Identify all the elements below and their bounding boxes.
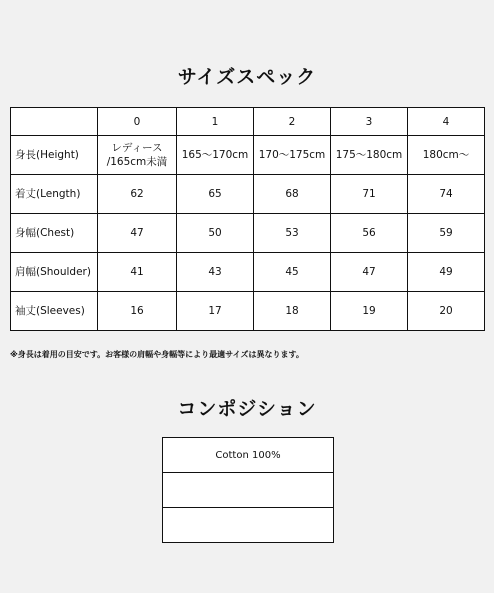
table-cell: 53 <box>254 214 331 253</box>
table-cell: 16 <box>98 292 177 331</box>
table-cell: 47 <box>331 253 408 292</box>
table-cell: 50 <box>177 214 254 253</box>
table-cell: 17 <box>177 292 254 331</box>
table-row <box>11 292 485 331</box>
table-cell: 19 <box>331 292 408 331</box>
table-cell: 59 <box>408 214 485 253</box>
header-cell: 4 <box>408 108 485 136</box>
size-spec-table <box>10 107 485 331</box>
table-row <box>11 175 485 214</box>
table-cell: 18 <box>254 292 331 331</box>
table-cell: 175〜180cm <box>331 136 408 175</box>
table-cell: 170〜175cm <box>254 136 331 175</box>
table-cell: レディース /165cm未満 <box>98 136 177 175</box>
composition-cell <box>163 508 334 543</box>
header-cell: 0 <box>98 108 177 136</box>
composition-cell <box>163 473 334 508</box>
table-cell: 180cm〜 <box>408 136 485 175</box>
table-cell: 49 <box>408 253 485 292</box>
composition-title: コンポジション <box>177 398 317 420</box>
table-cell: 20 <box>408 292 485 331</box>
header-cell: 1 <box>177 108 254 136</box>
row-label: 身長(Height) <box>11 136 98 175</box>
row-label: 袖丈(Sleeves) <box>11 292 98 331</box>
composition-table <box>162 437 334 543</box>
header-cell <box>11 108 98 136</box>
table-row <box>11 136 485 175</box>
table-cell: 68 <box>254 175 331 214</box>
table-row <box>11 214 485 253</box>
table-header-row <box>11 108 485 136</box>
header-cell: 3 <box>331 108 408 136</box>
table-row <box>163 473 334 508</box>
composition-cell: Cotton 100% <box>163 438 334 473</box>
table-cell: 47 <box>98 214 177 253</box>
size-spec-title: サイズスペック <box>177 66 317 88</box>
table-cell: 56 <box>331 214 408 253</box>
header-cell: 2 <box>254 108 331 136</box>
table-cell: 43 <box>177 253 254 292</box>
table-row <box>163 508 334 543</box>
size-note: ※身長は着用の目安です。お客様の肩幅や身幅等により最適サイズは異なります。 <box>10 350 304 359</box>
row-label: 身幅(Chest) <box>11 214 98 253</box>
row-label: 着丈(Length) <box>11 175 98 214</box>
table-cell: 62 <box>98 175 177 214</box>
table-cell: 71 <box>331 175 408 214</box>
table-cell: 165〜170cm <box>177 136 254 175</box>
table-cell: 41 <box>98 253 177 292</box>
table-cell: 65 <box>177 175 254 214</box>
table-cell: 74 <box>408 175 485 214</box>
table-cell: 45 <box>254 253 331 292</box>
row-label: 肩幅(Shoulder) <box>11 253 98 292</box>
table-row <box>163 438 334 473</box>
table-row <box>11 253 485 292</box>
